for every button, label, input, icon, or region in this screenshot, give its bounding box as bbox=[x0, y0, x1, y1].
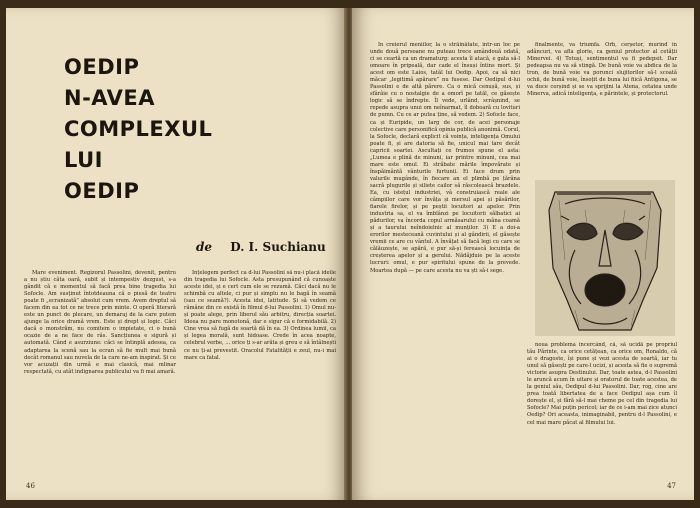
right-column-1 bbox=[370, 42, 520, 484]
theatre-mask-illustration bbox=[535, 180, 675, 336]
article-title bbox=[64, 52, 264, 207]
page-number-left: 46 bbox=[26, 482, 35, 490]
body-paragraph: Mare eveniment. Regizorul Passolini, devenit, pentru a nu știu câta oară, subit și intempestiv dezgust, s-a gândit că e momentul să facă prea bine tragedia lui Sofocle. Am susținut întotdeauna că o piesă de teatru poate fi „ecranizată” absolut cum vrem. Avem dreptul să facem din ea tot ce ne trece prin minte. O operă literară este un punct de plecare, un demaraj de la care putem ajunge la orice dramă vrem. Este și drept și logic. Căci dacă o monstrăm, nu comitem o impietate, ci o bună ocazie de a ne face de râs. Sancțiunea e sigură și automată. Când e asurziune: căci se întinplă adesea, ca adaptarea la scenă sau la ecran să fie mult mai bună decât romanul sau nuvela de la care ne-am inspirat. Și ce vor acuzații din urmă e mai clasică, mai mlinar respectată, cu atât indignarea publicului va fi mai amară. bbox=[24, 270, 176, 375]
left-column-1 bbox=[24, 270, 176, 484]
title-line: OEDIP bbox=[64, 179, 140, 203]
body-paragraph: În creierul meniilor, la o străinătate, într-un loc pe unde două persoane nu puteau trece amândouă odată, ci se ceartă ca un dramaturg: acesta îl atacă, e gata să-l omoare în pripeală, dar cade el însuși întins mort. Și acest om este Laios, tatăl lui Oedip. Apoi, ca să nici măcar „legitimă apărare” nu fusese. Dar Oedipul d-lui Passolini e de altă părere. Ca o mică cenușă, sus, și sfârâie cu o nostalgie de a omorî pe tatăl, ce găsește logic să se îndrepte. Îl vede, urlând, scrâșnind, se repede asupra unui om neînarmat, îl doboară cu lovituri de pumn. Cu ce ar putea ține, să vedem. 2) Sofocle face, ca și Euripide, un larg de cor, de acei personaje colective care personifică opinia publică anonimă. Corul, la Sofocle, declară explicit că voința, inteligența Omului poate fi, și are datoria să fie, unicul mai tare decât capricii soartei. Ascultați ce frumos spune el asta: „Lumea e plină de minuni, iar printre minuni, cea mai mare este omul. Ei străbate mările împovărate și înspăimântă vânturile furtunii. Ei face drum prin valurile mugânde, în fiecare an el plimbă pe țărâna sacră plugurile și siliete cailor să răscolească brazdele. Ea, cu istețul industriei, vâ construiască reale ale câmpiilor care vor învăța și mersul apei și păsărilor, fiarele firelor, și pe peștii locuitori ai apelor. Prin industria sa, el va îmblânzi pe locuitorii sălbatici ai pădurilor, va încorda copul armăsarului cu mâna coamă și a taurului neîndoielnic al munților. 3) E a doi-a erorilor mesteceană cuvintului și al gândirii, el găsește vremii ce are cu vântul. A învățat să facă legi cu care se călăuzește, se apără, e pur să-și ferească locuința de creșterea apelor și a gerului. Nădăjduie pe la aceste lucruri: omul, e pur spiritului spune de la prevede. Moartea după — pe care acesta nu va ști să-i sege. bbox=[370, 42, 520, 274]
right-column-3 bbox=[527, 342, 677, 484]
right-page bbox=[352, 8, 694, 500]
right-column-2 bbox=[527, 42, 677, 172]
byline bbox=[196, 240, 326, 254]
body-paragraph: noua problema încercând, că, să ucidă pe propriul tău Părinte, ca orice cetățean, ca orice om, Ronaldo, că ai o dragoste, își pune și vezi acesta de soartă, iar tu unul să găsești pe care-l ucizi, și acesta să fie o supremă victorie asupra Destinului. Dar, toate astea, d-l Passolini le aruncă acum în uitare și oratorul de toate acestea, de la geniul său, Oedipul d-lui Passolini. Dar, rog, cine are prea toată libertatea de a face Oedipul așa cum îl dorește el, și fără să-l mai cheme pe cel din tragedia lui Sofocle? Mai puțin pericol; iar de ce i-am mai zice atunci Oedip? Ori aceasta, inimaginabil, pentru d-l Passolini, e cel mai mare păcat al filmului lui. bbox=[527, 342, 677, 426]
title-line: LUI bbox=[64, 148, 103, 172]
page-number-right: 47 bbox=[667, 482, 676, 490]
mask-drawing bbox=[535, 180, 675, 336]
title-line: N-AVEA bbox=[64, 86, 155, 110]
left-column-2 bbox=[184, 270, 336, 484]
left-page bbox=[6, 8, 346, 500]
title-line: OEDIP bbox=[64, 55, 140, 79]
byline-prefix: de bbox=[196, 240, 213, 254]
title-line: COMPLEXUL bbox=[64, 117, 213, 141]
author-name: D. I. Suchianu bbox=[230, 240, 326, 254]
body-paragraph: Înțelegem perfect ca d-lui Passolini să nu-i placă ideile din tragedia lui Sofocle. Asta presupunând că cunoaște aceste idei, și e cert cum ele se rezumă. Căci dacă nu le schimbă cu altele, ci pur și simplu nu le bagă în seamă (sau ce seamă?). Acesta idei, latitude. Și să vedem ce rămâne din ce există în filmul d-lui Passolini. 1) Omul nu-și poate alege, prin liberul său arbitru, direcția soartei. Ideea nu pare monotonă, dar e sigur că e formidabilă. 2) Cine vrea să fugă de soartă dă în ea. 3) Ordinea lumii, ca și legea morală, sunt hidoase. Crede în acea noapte, celebrul verbe, ... orice ți s-ar arăta și greu e să întâlnești ce nu ți-ai prevestit. Oracolul Fatalității e zeul, nu-i mai mare ca fatal. bbox=[184, 270, 336, 361]
body-paragraph: finalmente, va triumfa. Orb, cerșetor, murind în adâncuri, va afla glorie, ca geniul protector al cetății Minervei. 4) Totuși, sentimentul va fi pedepsit. Dar pedeapsa nu va să stingă. De bună voie va abdica de la tron, de bună voie va porunci slujitorilor să-l scoată ochii, de bună voie, însoțit de buna lui fiică Antigona, se va duce cerșind și se va sprijini la Atena, cetatea unde Minerva, adică inteligența, e părintele, și protectorul. bbox=[527, 42, 677, 98]
